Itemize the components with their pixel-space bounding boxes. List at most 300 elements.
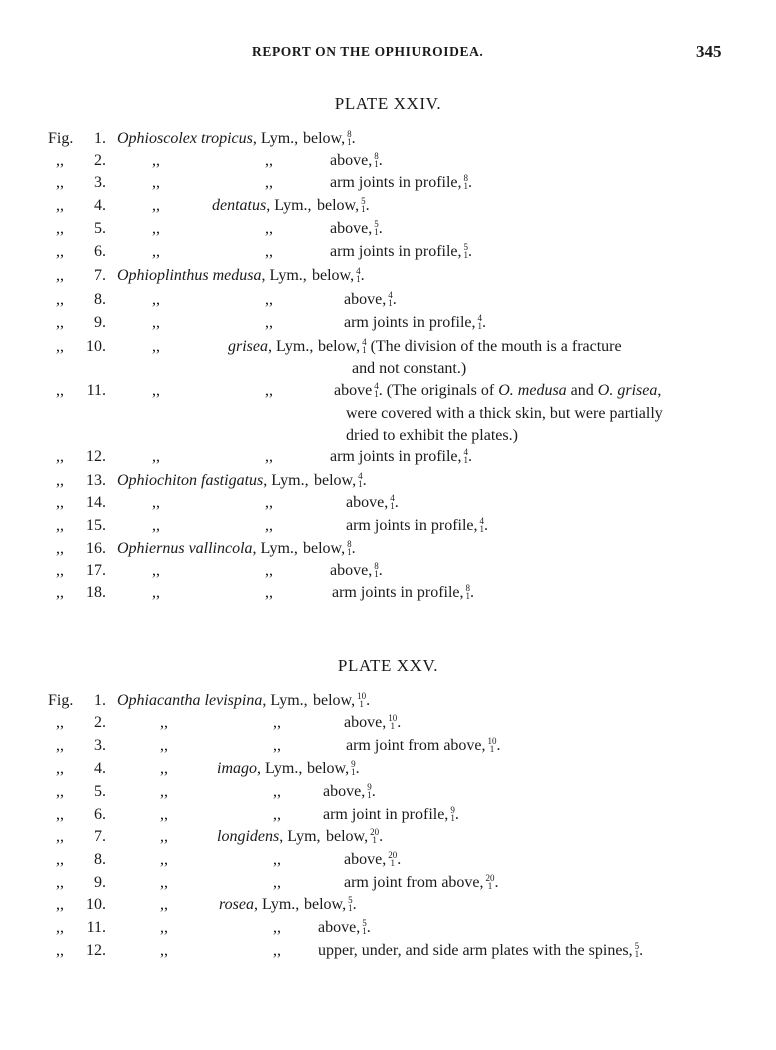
author: , Lym., (268, 338, 314, 355)
magnification-numerator: 5 (463, 242, 469, 252)
trailing-text: . (468, 243, 473, 260)
magnification-denominator: 1 (463, 250, 469, 260)
genus-name: Ophioplinthus (117, 267, 209, 284)
figure-entry (0, 894, 776, 916)
page-header (0, 44, 776, 64)
view-label: arm joint from above, (346, 737, 486, 754)
view-label: arm joint in profile, (323, 806, 449, 823)
ditto-mark: ,, (265, 517, 273, 534)
magnification-numerator: 8 (347, 539, 352, 549)
ditto-mark: ,, (265, 220, 273, 237)
ditto-mark: ,, (160, 874, 168, 891)
figure-description (344, 872, 499, 894)
figure-description (318, 336, 622, 358)
magnification-denominator: 1 (372, 835, 377, 845)
view-label: above, (330, 220, 373, 237)
continuation-line: dried to exhibit the plates.) (346, 427, 518, 444)
ditto-mark: ,, (56, 472, 64, 489)
ditto-mark: ,, (152, 197, 160, 214)
running-title: REPORT ON THE OPHIUROIDEA. (252, 44, 484, 59)
trailing-text: . (468, 174, 473, 191)
figure-number: 9. (94, 314, 106, 331)
figure-number: 12. (86, 448, 106, 465)
figure-entry (0, 446, 776, 468)
ditto-mark: ,, (273, 737, 281, 754)
ditto-mark: ,, (265, 152, 273, 169)
figure-number: 2. (94, 152, 106, 169)
ditto-mark: ,, (265, 494, 273, 511)
trailing-text: . (352, 896, 357, 913)
figure-entry (0, 515, 776, 537)
magnification (388, 851, 397, 867)
ditto-mark: ,, (152, 243, 160, 260)
magnification-denominator: 1 (362, 345, 367, 355)
ditto-mark: ,, (56, 783, 64, 800)
figure-description (318, 917, 371, 939)
ditto-mark: ,, (56, 760, 64, 777)
author: , Lym., (262, 692, 308, 709)
magnification-numerator: 4 (390, 493, 395, 503)
view-label: arm joints in profile, (344, 314, 476, 331)
magnification-numerator: 8 (374, 561, 379, 571)
figure-description (346, 492, 399, 514)
magnification-numerator: 5 (362, 918, 367, 928)
figure-number: 4. (94, 197, 106, 214)
magnification-numerator: 4 (463, 447, 469, 457)
figure-number: 1. (94, 130, 106, 147)
ditto-mark: ,, (56, 382, 64, 399)
ditto-mark: ,, (265, 291, 273, 308)
figure-number: 10. (86, 896, 106, 913)
figure-description (323, 804, 459, 826)
figure-number: 10. (86, 338, 106, 355)
page-number: 345 (696, 42, 722, 61)
ditto-mark: ,, (273, 919, 281, 936)
trailing-text: . (351, 130, 356, 147)
figure-entry (0, 781, 776, 803)
trailing-text: . (494, 874, 499, 891)
magnification (357, 692, 366, 708)
view-label: upper, under, and side arm plates with the spines, (318, 942, 633, 959)
magnification-numerator: 8 (465, 583, 471, 593)
figure-description (344, 849, 401, 871)
species-name (217, 826, 321, 848)
species-reference: O. medusa (498, 382, 567, 399)
view-label: above, (346, 494, 389, 511)
magnification-numerator: 9 (351, 759, 356, 769)
ditto-mark: ,, (56, 584, 64, 601)
figure-number: 3. (94, 737, 106, 754)
ditto-mark: ,, (160, 828, 168, 845)
ditto-mark: ,, (56, 737, 64, 754)
figure-description (332, 582, 474, 604)
figure-description (330, 446, 472, 468)
figure-entry (0, 336, 776, 358)
figure-number: 16. (86, 540, 106, 557)
view-label: below, (307, 760, 350, 777)
figure-entry (0, 735, 776, 757)
ditto-mark: ,, (160, 851, 168, 868)
figure-description (346, 735, 501, 757)
species-name (228, 336, 313, 358)
figure-entry (0, 172, 776, 194)
ditto-mark: ,, (56, 152, 64, 169)
trailing-text: . (378, 152, 383, 169)
species-reference: O. grisea (597, 382, 658, 399)
magnification-numerator: 9 (450, 805, 455, 815)
genus-name: Ophioscolex (117, 130, 197, 147)
plate-title: PLATE XXV. (337, 656, 439, 675)
ditto-mark: ,, (152, 562, 160, 579)
magnification-denominator: 1 (367, 790, 372, 800)
magnification-numerator: 10 (357, 691, 367, 701)
species-epithet: imago (217, 760, 257, 777)
ditto-mark: ,, (56, 494, 64, 511)
ditto-mark: ,, (56, 714, 64, 731)
view-label: below, (303, 130, 346, 147)
ditto-mark: ,, (56, 267, 64, 284)
ditto-mark: ,, (152, 584, 160, 601)
figure-description (326, 826, 383, 848)
figure-entry (0, 917, 776, 939)
ditto-mark: ,, (160, 737, 168, 754)
figure-entry (0, 804, 776, 826)
figure-number: 11. (86, 382, 106, 399)
figure-number: 14. (86, 494, 106, 511)
continuation-line: and not constant.) (352, 360, 467, 377)
figure-entry (0, 195, 776, 217)
species-name (212, 195, 312, 217)
author: , Lym., (252, 540, 298, 557)
magnification-numerator: 8 (374, 151, 379, 161)
view-label: below, (312, 267, 355, 284)
magnification-numerator: 8 (463, 173, 469, 183)
figure-entry (0, 690, 776, 712)
ditto-mark: ,, (56, 174, 64, 191)
trailing-text: . (496, 737, 501, 754)
ditto-mark: ,, (160, 783, 168, 800)
ditto-mark: ,, (56, 540, 64, 557)
magnification-denominator: 1 (450, 813, 455, 823)
magnification-denominator: 1 (390, 858, 395, 868)
magnification-denominator: 1 (390, 721, 395, 731)
magnification-numerator: 5 (348, 895, 353, 905)
magnification-denominator: 1 (359, 699, 364, 709)
view-label: above, (344, 291, 387, 308)
figure-number: 5. (94, 783, 106, 800)
fig-label: Fig. (48, 692, 74, 709)
view-label: above, (318, 919, 361, 936)
trailing-text: . (371, 783, 376, 800)
ditto-mark: ,, (56, 338, 64, 355)
author: , Lym., (263, 472, 309, 489)
figure-entry (0, 849, 776, 871)
trailing-text: . (454, 806, 459, 823)
author: , Lym, (279, 828, 321, 845)
figure-description (330, 172, 472, 194)
ditto-mark: ,, (273, 942, 281, 959)
figure-entry (0, 265, 776, 287)
ditto-mark: ,, (160, 806, 168, 823)
author: , Lym., (253, 896, 300, 913)
figure-entry (0, 560, 776, 582)
figure-description (344, 289, 397, 311)
figure-description (346, 515, 488, 537)
ditto-mark: ,, (152, 517, 160, 534)
species-name (117, 470, 309, 492)
ditto-mark: ,, (56, 874, 64, 891)
magnification-denominator: 1 (390, 501, 395, 511)
author: , Lym., (252, 130, 299, 147)
ditto-mark: ,, (56, 851, 64, 868)
ditto-mark: ,, (56, 291, 64, 308)
figure-description (314, 470, 367, 492)
ditto-mark: ,, (273, 783, 281, 800)
magnification-denominator: 1 (347, 547, 352, 557)
trailing-text: . (639, 942, 644, 959)
figure-number: 8. (94, 291, 106, 308)
magnification-denominator: 1 (348, 903, 353, 913)
ditto-mark: ,, (265, 448, 273, 465)
ditto-mark: ,, (160, 919, 168, 936)
figure-entry (0, 128, 776, 150)
figure-description (330, 560, 383, 582)
ditto-mark: ,, (152, 291, 160, 308)
figure-number: 2. (94, 714, 106, 731)
view-label: below, (303, 540, 346, 557)
figure-entry (0, 470, 776, 492)
view-label: above, (330, 152, 373, 169)
trailing-text: . (365, 197, 370, 214)
ditto-mark: ,, (160, 760, 168, 777)
ditto-mark: ,, (56, 197, 64, 214)
ditto-mark: ,, (56, 896, 64, 913)
figure-description (313, 690, 370, 712)
continuation-line: were covered with a thick skin, but were partially (346, 405, 663, 422)
magnification-numerator: 4 (374, 381, 379, 391)
view-label: below, (304, 896, 347, 913)
figure-description (330, 218, 383, 240)
magnification-numerator: 10 (388, 713, 398, 723)
figure-entry (0, 492, 776, 514)
ditto-mark: ,, (152, 338, 160, 355)
magnification-denominator: 1 (358, 479, 363, 489)
species-name (117, 538, 298, 560)
ditto-mark: ,, (56, 243, 64, 260)
magnification-numerator: 4 (362, 337, 367, 347)
figure-number: 18. (86, 584, 106, 601)
trailing-text: . (468, 448, 473, 465)
trailing-text: . (482, 314, 487, 331)
ditto-mark: ,, (56, 517, 64, 534)
ditto-mark: ,, (265, 243, 273, 260)
magnification-numerator: 8 (347, 129, 352, 139)
magnification-denominator: 1 (347, 137, 352, 147)
ditto-mark: ,, (273, 714, 281, 731)
author: , Lym., (257, 760, 303, 777)
magnification-denominator: 1 (465, 591, 471, 601)
view-label: below, (326, 828, 369, 845)
magnification-numerator: 5 (374, 219, 379, 229)
ditto-mark: ,, (56, 942, 64, 959)
view-label: arm joints in profile, (330, 243, 462, 260)
figure-entry (0, 241, 776, 263)
figure-number: 15. (86, 517, 106, 534)
ditto-mark: ,, (56, 220, 64, 237)
species-epithet: tropicus (200, 130, 253, 147)
trailing-text: . (360, 267, 365, 284)
species-name (117, 128, 298, 150)
ditto-mark: ,, (152, 174, 160, 191)
figure-entry (0, 538, 776, 560)
view-label: arm joints in profile, (346, 517, 478, 534)
magnification-denominator: 1 (463, 455, 469, 465)
magnification-denominator: 1 (477, 321, 483, 331)
trailing-text: . (394, 494, 399, 511)
figure-number: 17. (86, 562, 106, 579)
species-epithet: fastigatus (201, 472, 264, 489)
ditto-mark: ,, (152, 382, 160, 399)
genus-name: Ophiernus (117, 540, 185, 557)
ditto-mark: ,, (56, 828, 64, 845)
figure-entry (0, 312, 776, 334)
magnification-denominator: 1 (463, 181, 469, 191)
trailing-text: . (392, 291, 397, 308)
figure-description (303, 128, 356, 150)
species-epithet: levispina (204, 692, 263, 709)
magnification-numerator: 10 (487, 736, 497, 746)
ditto-mark: ,, (56, 919, 64, 936)
figure-number: 7. (94, 828, 106, 845)
magnification-numerator: 4 (388, 290, 393, 300)
figure-description (304, 894, 357, 916)
species-epithet: vallincola (188, 540, 253, 557)
trailing-text: . (378, 220, 383, 237)
magnification-denominator: 1 (361, 204, 366, 214)
ditto-mark: ,, (273, 874, 281, 891)
ditto-mark: ,, (56, 562, 64, 579)
magnification-denominator: 1 (374, 227, 379, 237)
figure-number: 3. (94, 174, 106, 191)
figure-entry (0, 826, 776, 848)
trailing-text: . (484, 517, 489, 534)
ditto-mark: ,, (265, 584, 273, 601)
trailing-text: . (397, 714, 402, 731)
figure-number: 9. (94, 874, 106, 891)
ditto-mark: ,, (160, 896, 168, 913)
ditto-mark: ,, (152, 220, 160, 237)
figure-number: 5. (94, 220, 106, 237)
ditto-mark: ,, (56, 314, 64, 331)
species-name (217, 758, 302, 780)
figure-description (334, 380, 661, 402)
figure-description (317, 195, 370, 217)
figure-number: 6. (94, 806, 106, 823)
magnification-numerator: 5 (361, 196, 366, 206)
view-label: above (334, 382, 373, 399)
fig-label: Fig. (48, 130, 74, 147)
figure-number: 8. (94, 851, 106, 868)
magnification-numerator: 5 (634, 941, 640, 951)
species-name (117, 265, 307, 287)
trailing-text: , (657, 382, 662, 399)
magnification-numerator: 9 (367, 782, 372, 792)
trailing-text: . (362, 472, 367, 489)
ditto-mark: ,, (273, 851, 281, 868)
species-epithet: grisea (228, 338, 268, 355)
figure-description (318, 940, 643, 962)
trailing-text: . (355, 760, 360, 777)
figure-description (330, 150, 383, 172)
magnification-denominator: 1 (374, 389, 379, 399)
magnification (388, 714, 397, 730)
view-label: below, (317, 197, 360, 214)
figure-description (344, 712, 401, 734)
author: , Lym., (261, 267, 307, 284)
figure-entry (0, 582, 776, 604)
figure-entry (0, 872, 776, 894)
trailing-text: . (378, 562, 383, 579)
trailing-text: . (351, 540, 356, 557)
magnification-numerator: 20 (485, 873, 495, 883)
view-label: arm joints in profile, (332, 584, 464, 601)
magnification-numerator: 20 (370, 827, 380, 837)
magnification-numerator: 4 (477, 313, 483, 323)
figure-number: 11. (86, 919, 106, 936)
species-epithet: longidens (217, 828, 280, 845)
figure-description (344, 312, 486, 334)
magnification-denominator: 1 (388, 298, 393, 308)
figure-number: 4. (94, 760, 106, 777)
ditto-mark: ,, (160, 942, 168, 959)
magnification (486, 874, 495, 890)
ditto-mark: ,, (152, 314, 160, 331)
trailing-text: . (470, 584, 475, 601)
trailing-text: . (366, 919, 371, 936)
trailing-text: and (566, 382, 598, 399)
species-epithet: medusa (212, 267, 262, 284)
view-label: above, (323, 783, 366, 800)
species-epithet: dentatus (212, 197, 267, 214)
ditto-mark: ,, (56, 448, 64, 465)
view-label: below, (318, 338, 361, 355)
author: , Lym., (266, 197, 312, 214)
magnification-denominator: 1 (487, 881, 493, 891)
ditto-mark: ,, (265, 314, 273, 331)
ditto-mark: ,, (152, 152, 160, 169)
magnification (370, 828, 379, 844)
plate-title: PLATE XXIV. (334, 94, 442, 113)
figure-description (330, 241, 472, 263)
magnification-denominator: 1 (374, 159, 379, 169)
ditto-mark: ,, (56, 806, 64, 823)
ditto-mark: ,, (152, 494, 160, 511)
figure-number: 6. (94, 243, 106, 260)
species-name (219, 894, 299, 916)
figure-description (303, 538, 356, 560)
trailing-text: . (The originals of (378, 382, 499, 399)
figure-number: 1. (94, 692, 106, 709)
species-epithet: rosea (219, 896, 254, 913)
view-label: above, (344, 851, 387, 868)
magnification (488, 737, 497, 753)
magnification-numerator: 4 (358, 471, 363, 481)
ditto-mark: ,, (265, 174, 273, 191)
figure-description (307, 758, 360, 780)
genus-name: Ophiochiton (117, 472, 197, 489)
ditto-mark: ,, (160, 714, 168, 731)
figure-entry (0, 150, 776, 172)
